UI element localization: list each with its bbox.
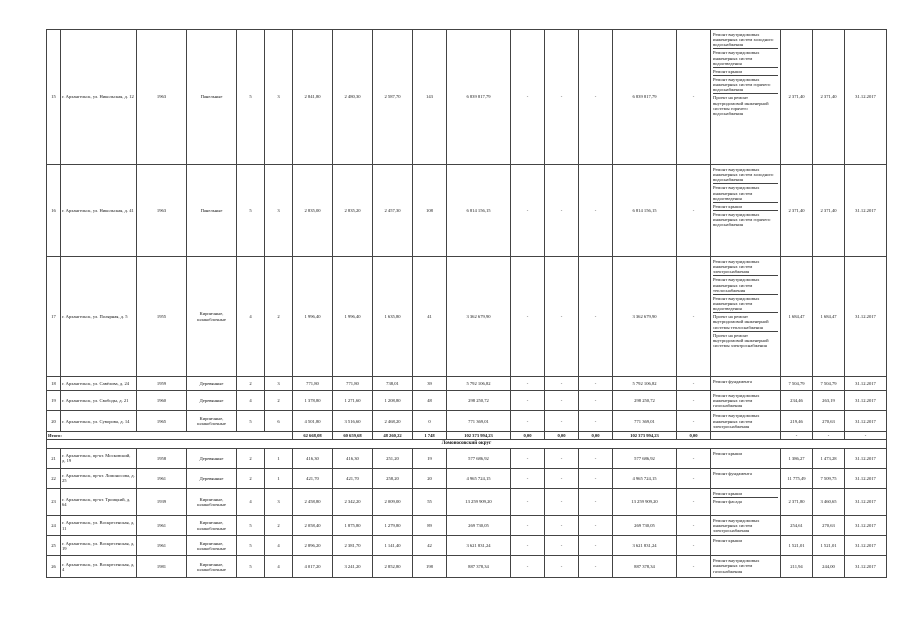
cell-owners: 13 259 909,20 [613,488,677,515]
cell-year: 1939 [137,488,187,515]
cell-budget-region: - [545,391,579,411]
total-row [47,431,887,439]
cell-num: 15 [47,30,61,165]
cell-owners: 887 378,34 [613,556,677,578]
cell-works [711,30,781,165]
total-unit-cost: - [781,431,813,439]
cell-area-total: 2 058,40 [293,515,333,535]
cell-deadline: 31.12.2017 [845,257,887,377]
cell-area-res: 2 587,70 [373,30,413,165]
cell-unit-max: 3 460,65 [813,488,845,515]
cell-works [711,468,781,488]
cell-unit-cost: 211,94 [781,556,813,578]
cell-year: 1959 [137,377,187,391]
cell-deadline: 31.12.2017 [845,536,887,556]
table-row [47,30,887,165]
cell-year: 1961 [137,536,187,556]
cell-material: Кирпичные, шлакоблочные [187,556,237,578]
cell-unit-cost: 7 504,79 [781,377,813,391]
cell-other: - [677,411,711,431]
cell-area-res: 2 468,20 [373,411,413,431]
cell-unit-cost: 2 371,80 [781,488,813,515]
section-title: Ломоносовский округ [47,439,887,448]
total-budget-local: 0,00 [579,431,613,439]
cell-area-res: 1 279,80 [373,515,413,535]
cell-entrances: 4 [265,556,293,578]
cell-area-living: 1 875,80 [333,515,373,535]
cell-address: г. Архангельск, ул. Полярная, д. 5 [61,257,137,377]
cell-residents: 0 [413,411,447,431]
cell-works [711,257,781,377]
total-unit-max: - [813,431,845,439]
cell-unit-max: 1 521,01 [813,536,845,556]
cell-area-total: 416,30 [293,448,333,468]
cell-budget-local: - [579,411,613,431]
cell-num: 17 [47,257,61,377]
cell-budget-local: - [579,515,613,535]
cell-budget-region: - [545,257,579,377]
cell-address: г. Архангельск, ул. Никольская, д. 41 [61,165,137,257]
cell-area-res: 1 208,80 [373,391,413,411]
cell-deadline: 31.12.2017 [845,448,887,468]
cell-area-living: 3 241,20 [333,556,373,578]
cell-material: Кирпичные, шлакоблочные [187,515,237,535]
table-row [47,515,887,535]
total-area-total: 62 668,08 [293,431,333,439]
cell-cost-total: 887 378,34 [447,556,511,578]
cell-area-res: 2 009,00 [373,488,413,515]
work-item: Ремонт крыши [713,203,778,211]
work-item: Ремонт фундамента [713,470,752,476]
cell-budget-region: - [545,556,579,578]
cell-other: - [677,30,711,165]
work-item: Ремонт внутридомовых инженерных систем водоотведения [713,49,778,67]
work-item: Ремонт внутридомовых инженерных систем водоотведения [713,295,778,313]
work-item: Ремонт внутридомовых инженерных систем электроснабжения [713,517,760,534]
cell-budget-region: - [545,165,579,257]
cell-area-living: 1 996,40 [333,257,373,377]
cell-floors: 4 [237,488,265,515]
cell-owners: 3 362 679,90 [613,257,677,377]
cell-material: Кирпичные, шлакоблочные [187,488,237,515]
cell-area-living: 1 271,60 [333,391,373,411]
cell-budget-local: - [579,391,613,411]
capital-repair-table [46,29,887,578]
cell-budget-local: - [579,30,613,165]
cell-entrances: 3 [265,488,293,515]
cell-works [711,556,781,578]
cell-area-res: 2 852,80 [373,556,413,578]
cell-entrances: 3 [265,165,293,257]
cell-material: Деревянные [187,448,237,468]
cell-residents: 143 [413,30,447,165]
cell-works [711,377,781,391]
cell-material: Кирпичные, шлакоблочные [187,411,237,431]
cell-budget-region: - [545,536,579,556]
cell-fund: - [511,30,545,165]
work-item: Ремонт фасада [713,498,742,504]
cell-fund: - [511,515,545,535]
table-row [47,468,887,488]
cell-year: 1961 [137,515,187,535]
total-budget-region: 0,00 [545,431,579,439]
cell-unit-cost: 234,46 [781,391,813,411]
cell-owners: 6 839 817,79 [613,30,677,165]
cell-material: Панельные [187,165,237,257]
cell-area-living: 2 342,20 [333,488,373,515]
cell-works [711,448,781,468]
cell-other: - [677,488,711,515]
cell-floors: 4 [237,257,265,377]
cell-deadline: 31.12.2017 [845,391,887,411]
cell-works [711,411,781,431]
cell-works [711,515,781,535]
cell-residents: 41 [413,257,447,377]
cell-budget-region: - [545,468,579,488]
table-row [47,391,887,411]
cell-material: Деревянные [187,377,237,391]
cell-cost-total: 4 965 724,15 [447,468,511,488]
cell-area-living: 2 480,30 [333,30,373,165]
cell-area-res: 258,20 [373,468,413,488]
total-deadline: - [845,431,887,439]
cell-deadline: 31.12.2017 [845,165,887,257]
cell-budget-local: - [579,536,613,556]
cell-num: 18 [47,377,61,391]
cell-area-res: 738,01 [373,377,413,391]
work-item: Ремонт внутридомовых инженерных систем электроснабжения [713,413,760,429]
cell-address: г. Архангельск, пр-кт. Троицкий, д. 64 [61,488,137,515]
work-item: Ремонт внутридомовых инженерных систем горячего водоснабжения [713,76,778,94]
cell-material: Деревянные [187,391,237,411]
cell-budget-local: - [579,377,613,391]
cell-works [711,488,781,515]
cell-budget-region: - [545,515,579,535]
cell-deadline: 31.12.2017 [845,488,887,515]
cell-other: - [677,377,711,391]
cell-num: 16 [47,165,61,257]
cell-unit-max: 263,19 [813,391,845,411]
work-item: Ремонт внутридомовых инженерных систем газоснабжения [713,558,760,574]
cell-year: 1963 [137,165,187,257]
cell-other: - [677,448,711,468]
cell-budget-region: - [545,377,579,391]
cell-address: г. Архангельск, пр-кт. Московский, д. 19 [61,448,137,468]
cell-residents: 19 [413,448,447,468]
cell-works [711,536,781,556]
cell-num: 26 [47,556,61,578]
cell-area-total: 2 835,00 [293,165,333,257]
work-item: Ремонт внутридомовых инженерных систем горячего водоснабжения [713,211,771,228]
cell-other: - [677,165,711,257]
cell-address: г. Архангельск, пр-кт. Ломоносова, д. 25 [61,468,137,488]
cell-floors: 5 [237,536,265,556]
cell-fund: - [511,468,545,488]
total-area-res: 48 260,22 [373,431,413,439]
work-item: Ремонт крыши [713,450,742,456]
cell-area-total: 421,70 [293,468,333,488]
cell-floors: 5 [237,411,265,431]
cell-unit-max: 270,63 [813,515,845,535]
cell-area-res: 251,20 [373,448,413,468]
work-item: Ремонт внутридомовых инженерных систем газоснабжения [713,393,760,409]
cell-num: 23 [47,488,61,515]
cell-deadline: 31.12.2017 [845,556,887,578]
cell-budget-region: - [545,30,579,165]
cell-cost-total: 13 259 909,20 [447,488,511,515]
cell-year: 1963 [137,30,187,165]
cell-cost-total: 5 792 106,82 [447,377,511,391]
total-works-empty [711,431,781,439]
cell-other: - [677,536,711,556]
cell-cost-total: 3 362 679,90 [447,257,511,377]
cell-other: - [677,391,711,411]
cell-other: - [677,257,711,377]
cell-area-total: 1 378,80 [293,391,333,411]
cell-unit-max: 270,63 [813,411,845,431]
cell-cost-total: 3 621 831,24 [447,536,511,556]
cell-residents: 48 [413,391,447,411]
cell-fund: - [511,377,545,391]
work-item: Ремонт внутридомовых инженерных систем электроснабжения [713,258,778,276]
cell-floors: 5 [237,556,265,578]
cell-fund: - [511,411,545,431]
total-fund: 0,00 [511,431,545,439]
cell-other: - [677,468,711,488]
total-other: 0,00 [677,431,711,439]
total-label: Итого: [47,431,293,439]
cell-material: Панельные [187,30,237,165]
cell-floors: 2 [237,448,265,468]
cell-fund: - [511,448,545,468]
cell-area-total: 1 996,40 [293,257,333,377]
cell-address: г. Архангельск, ул. Суворова, д. 14 [61,411,137,431]
cell-address: г. Архангельск, ул. Воскресенская, д. 4 [61,556,137,578]
cell-unit-max: 1 473,28 [813,448,845,468]
cell-num: 24 [47,515,61,535]
cell-cost-total: 6 839 817,79 [447,30,511,165]
work-item: Ремонт крыши [713,490,778,498]
cell-entrances: 4 [265,536,293,556]
work-item: Ремонт крыши [713,538,742,544]
cell-residents: 89 [413,515,447,535]
cell-entrances: 2 [265,257,293,377]
cell-fund: - [511,536,545,556]
table-row [47,536,887,556]
cell-fund: - [511,257,545,377]
cell-residents: 55 [413,488,447,515]
cell-year: 1981 [137,556,187,578]
cell-fund: - [511,165,545,257]
cell-unit-cost: 219,46 [781,411,813,431]
cell-area-total: 4 501,80 [293,411,333,431]
cell-entrances: 3 [265,377,293,391]
cell-unit-cost: 1 521,01 [781,536,813,556]
cell-deadline: 31.12.2017 [845,468,887,488]
cell-entrances: 1 [265,448,293,468]
cell-num: 19 [47,391,61,411]
section-row [47,439,887,448]
cell-area-res: 1 635,80 [373,257,413,377]
cell-address: г. Архангельск, ул. Свободы, д. 21 [61,391,137,411]
cell-works [711,165,781,257]
cell-address: г. Архангельск, ул. Никольская, д. 12 [61,30,137,165]
cell-unit-cost: 1 386,27 [781,448,813,468]
cell-year: 1958 [137,448,187,468]
cell-entrances: 2 [265,515,293,535]
work-item: Проект на ремонт внутридомовой инженерной системы электроснабжения [713,332,769,348]
cell-area-total: 771,80 [293,377,333,391]
table-row [47,257,887,377]
cell-budget-region: - [545,488,579,515]
cell-works [711,391,781,411]
cell-unit-cost: 2 371,40 [781,165,813,257]
cell-budget-local: - [579,556,613,578]
cell-area-living: 421,70 [333,468,373,488]
cell-budget-local: - [579,488,613,515]
cell-deadline: 31.12.2017 [845,515,887,535]
cell-residents: 20 [413,468,447,488]
cell-floors: 5 [237,515,265,535]
cell-owners: 3 621 831,24 [613,536,677,556]
cell-unit-cost: 2 371,40 [781,30,813,165]
table-row [47,165,887,257]
cell-year: 1961 [137,468,187,488]
cell-floors: 2 [237,468,265,488]
cell-deadline: 31.12.2017 [845,377,887,391]
cell-area-living: 771,80 [333,377,373,391]
total-residents: 1 748 [413,431,447,439]
cell-owners: 298 250,72 [613,391,677,411]
cell-area-living: 2 835,20 [333,165,373,257]
cell-budget-region: - [545,411,579,431]
cell-unit-cost: 11 775,49 [781,468,813,488]
cell-fund: - [511,556,545,578]
work-item: Ремонт внутридомовых инженерных систем холодного водоснабжения [713,31,778,49]
cell-budget-local: - [579,448,613,468]
cell-entrances: 6 [265,411,293,431]
cell-residents: 198 [413,556,447,578]
cell-other: - [677,515,711,535]
cell-owners: 6 814 156,15 [613,165,677,257]
cell-num: 25 [47,536,61,556]
cell-residents: 108 [413,165,447,257]
cell-cost-total: 298 250,72 [447,391,511,411]
cell-area-living: 2 381,70 [333,536,373,556]
work-item: Ремонт внутридомовых инженерных систем теплоснабжения [713,276,778,294]
cell-deadline: 31.12.2017 [845,411,887,431]
cell-address: г. Архангельск, ул. Воскресенская, д. 11 [61,515,137,535]
cell-fund: - [511,488,545,515]
cell-other: - [677,556,711,578]
cell-area-total: 2 841,80 [293,30,333,165]
cell-area-total: 2 458,80 [293,488,333,515]
cell-owners: 577 686,92 [613,448,677,468]
cell-cost-total: 269 730,05 [447,515,511,535]
cell-entrances: 2 [265,391,293,411]
cell-floors: 2 [237,377,265,391]
cell-owners: 5 792 106,82 [613,377,677,391]
cell-residents: 39 [413,377,447,391]
cell-budget-local: - [579,257,613,377]
table-row [47,377,887,391]
cell-area-living: 416,30 [333,448,373,468]
cell-cost-total: 577 686,92 [447,448,511,468]
cell-floors: 5 [237,30,265,165]
work-item: Проект на ремонт внутридомовой инженерной системы горячего водоснабжения [713,95,769,116]
cell-owners: 269 730,05 [613,515,677,535]
work-item: Ремонт внутридомовых инженерных систем холодного водоснабжения [713,166,778,184]
cell-num: 20 [47,411,61,431]
cell-num: 21 [47,448,61,468]
cell-area-res: 1 141,40 [373,536,413,556]
cell-cost-total: 771 369,01 [447,411,511,431]
total-area-living: 60 659,68 [333,431,373,439]
cell-material: Деревянные [187,468,237,488]
cell-unit-max: 2 371,40 [813,165,845,257]
table-row [47,411,887,431]
work-item: Ремонт крыши [713,68,778,76]
cell-num: 22 [47,468,61,488]
cell-unit-cost: 254,61 [781,515,813,535]
work-item: Ремонт фундамента [713,379,752,384]
cell-area-res: 2 457,30 [373,165,413,257]
table-row [47,448,887,468]
cell-deadline: 31.12.2017 [845,30,887,165]
cell-owners: 771 369,01 [613,411,677,431]
total-cost: 102 373 994,23 [447,431,511,439]
cell-area-total: 4 017,20 [293,556,333,578]
cell-year: 1955 [137,257,187,377]
cell-budget-local: - [579,468,613,488]
cell-address: г. Архангельск, ул. Воскресенская, д. 19 [61,536,137,556]
cell-unit-max: 7 509,75 [813,468,845,488]
work-item: Проект на ремонт внутридомовой инженерной системы теплоснабжения [713,313,778,331]
cell-residents: 42 [413,536,447,556]
table-row [47,556,887,578]
total-owners: 102 373 994,23 [613,431,677,439]
cell-floors: 4 [237,391,265,411]
cell-unit-max: 1 684,47 [813,257,845,377]
cell-cost-total: 6 814 156,15 [447,165,511,257]
cell-budget-local: - [579,165,613,257]
cell-unit-cost: 1 684,47 [781,257,813,377]
work-item: Ремонт внутридомовых инженерных систем водоотведения [713,184,778,202]
cell-budget-region: - [545,448,579,468]
cell-material: Кирпичные, шлакоблочные [187,257,237,377]
cell-unit-max: 2 371,40 [813,30,845,165]
cell-entrances: 3 [265,30,293,165]
cell-material: Кирпичные, шлакоблочные [187,536,237,556]
cell-address: г. Архангельск, ул. Cавёлова, д. 24 [61,377,137,391]
cell-area-total: 2 896,20 [293,536,333,556]
cell-area-living: 3 516,60 [333,411,373,431]
cell-unit-max: 7 504,79 [813,377,845,391]
cell-floors: 5 [237,165,265,257]
cell-owners: 4 965 724,15 [613,468,677,488]
cell-unit-max: 244,00 [813,556,845,578]
table-row [47,488,887,515]
cell-year: 1960 [137,391,187,411]
cell-entrances: 1 [265,468,293,488]
cell-fund: - [511,391,545,411]
cell-year: 1965 [137,411,187,431]
